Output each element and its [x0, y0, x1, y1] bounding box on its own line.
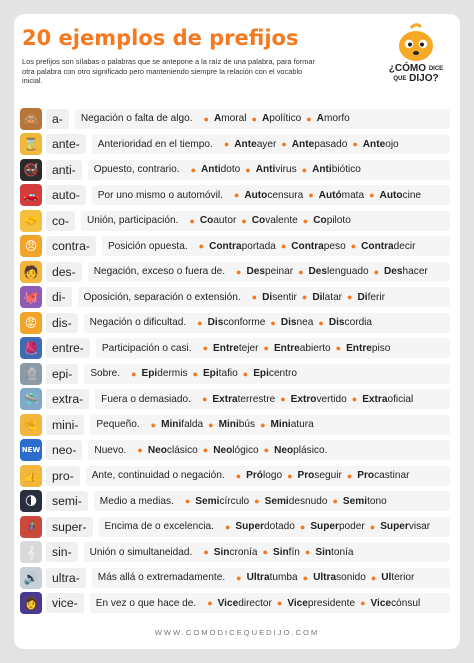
prefix-description: [84, 542, 450, 562]
prefix-label: ante-: [46, 134, 86, 154]
bullet-icon: ●: [236, 266, 242, 277]
prefix-description: [92, 568, 450, 588]
prefix-row: [20, 132, 450, 158]
bullet-icon: ●: [201, 394, 208, 405]
example-word: Epidermis: [141, 368, 188, 380]
bullet-icon: ●: [318, 317, 324, 328]
bullet-icon: ●: [270, 317, 276, 328]
example-word: Autocine: [379, 189, 422, 201]
example-word: Neológico: [213, 444, 259, 456]
prefix-label: sin-: [46, 542, 78, 562]
prefix-meaning: Fuera o demasiado.: [101, 393, 191, 405]
thumbs-up-icon: 👍: [20, 465, 42, 487]
bullet-icon: ●: [370, 572, 377, 583]
bullet-icon: ●: [203, 113, 209, 124]
prefix-meaning: Encima de o excelencia.: [104, 521, 214, 533]
example-word: Contraportada: [209, 240, 276, 252]
bullet-icon: ●: [350, 241, 357, 252]
pinching-hand-icon: 🤏: [20, 414, 42, 436]
prefix-label: dis-: [46, 313, 78, 333]
bullet-icon: ●: [223, 139, 230, 150]
prefix-row: [20, 285, 450, 311]
prefix-description: [81, 211, 450, 231]
bullet-icon: ●: [302, 215, 309, 226]
bullet-icon: ●: [208, 419, 214, 430]
prefix-description: [90, 593, 450, 613]
prefix-meaning: Medio a medias.: [99, 495, 174, 507]
example-word: Minifalda: [161, 419, 204, 431]
example-word: Prólogo: [246, 470, 283, 482]
example-word: Contradecir: [361, 240, 416, 252]
bullet-icon: ●: [308, 190, 314, 201]
prefix-description: [96, 338, 450, 358]
bullet-icon: ●: [236, 572, 242, 583]
prefix-meaning: Anterioridad en el tiempo.: [97, 138, 213, 150]
prefix-meaning: Sobre.: [90, 368, 121, 380]
prefix-description: [84, 364, 450, 384]
bullet-icon: ●: [332, 496, 338, 507]
see-no-evil-monkey-icon: 🙈: [20, 108, 42, 130]
bullet-icon: ●: [352, 139, 358, 150]
example-word: Despeinar: [246, 266, 294, 278]
example-word: Proseguir: [297, 470, 342, 482]
bullet-icon: ●: [202, 343, 209, 354]
example-word: Coautor: [199, 215, 237, 227]
bullet-icon: ●: [301, 292, 308, 303]
example-word: Vicepresidente: [287, 597, 356, 609]
prefix-description: [75, 109, 450, 129]
prefix-label: vice-: [46, 593, 84, 613]
prefix-row: [20, 438, 450, 464]
bullet-icon: ●: [280, 241, 287, 252]
prefix-row: [20, 310, 450, 336]
prefix-row: [20, 336, 450, 362]
musical-score-icon: 𝄞: [20, 541, 42, 563]
prefix-row: [20, 540, 450, 566]
prefix-label: epi-: [46, 364, 78, 384]
prefix-meaning: Por uno mismo o automóvil.: [97, 189, 223, 201]
prefix-row: [20, 208, 450, 234]
prefix-description: [84, 313, 450, 333]
prefix-description: [102, 236, 450, 256]
logo-face-icon: [397, 22, 435, 62]
bullet-icon: ●: [280, 394, 286, 405]
superhero-icon: 🦸: [20, 516, 42, 538]
bullet-icon: ●: [242, 368, 249, 379]
prefix-row: [20, 259, 450, 285]
prefix-meaning: En vez o que hace de.: [95, 597, 197, 609]
prefix-description: [78, 287, 450, 307]
speaker-icon: 🔊: [20, 567, 42, 589]
prefix-row: [20, 106, 450, 132]
prefix-label: pro-: [46, 466, 80, 486]
bullet-icon: ●: [346, 470, 353, 481]
yarn-icon: 🧶: [20, 337, 42, 359]
prefix-row: [20, 387, 450, 413]
example-word: Anteayer: [234, 138, 277, 150]
bullet-icon: ●: [262, 547, 268, 558]
prefix-list: [20, 106, 450, 616]
bullet-icon: ●: [189, 215, 195, 226]
example-word: Semicírculo: [195, 495, 250, 507]
example-word: Neoclásico: [147, 444, 198, 456]
hourglass-icon: ⌛: [20, 133, 42, 155]
example-word: Procastinar: [357, 470, 410, 482]
bullet-icon: ●: [198, 241, 205, 252]
example-word: Miniatura: [270, 419, 314, 431]
prefix-label: extra-: [46, 389, 89, 409]
prefix-row: [20, 591, 450, 617]
car-icon: 🚗: [20, 184, 42, 206]
prefix-row: [20, 234, 450, 260]
prefix-label: entre-: [46, 338, 90, 358]
bullet-icon: ●: [335, 343, 342, 354]
intro-text: Los prefijos son sílabas o palabras que se antepone a la raíz de una palabra, para formar otra palabra con otro significado pero manteniendo siempre la relación con el vocablo inicial.: [22, 57, 315, 86]
bullet-icon: ●: [373, 266, 380, 277]
example-word: Disnea: [280, 317, 314, 329]
bullet-icon: ●: [360, 598, 366, 609]
prefix-meaning: Oposición, separación o extensión.: [83, 291, 241, 303]
example-word: Sincronía: [213, 546, 258, 558]
prefix-label: anti-: [46, 160, 82, 180]
example-word: Autocensura: [244, 189, 304, 201]
prefix-row: [20, 183, 450, 209]
prefix-row: [20, 361, 450, 387]
prefix-row: [20, 565, 450, 591]
pouting-face-icon: 😡: [20, 312, 42, 334]
bullet-icon: ●: [245, 164, 251, 175]
example-word: Vicecónsul: [370, 597, 421, 609]
prefix-description: [95, 389, 450, 409]
bullet-icon: ●: [369, 521, 376, 532]
prefix-row: [20, 463, 450, 489]
prefix-description: [88, 440, 450, 460]
example-word: Deshacer: [384, 266, 428, 278]
bullet-icon: ●: [233, 190, 240, 201]
example-word: Ultrasonido: [313, 572, 366, 584]
bullet-icon: ●: [190, 164, 196, 175]
example-word: Dilatar: [312, 291, 343, 303]
headstone-icon: 🪦: [20, 363, 42, 385]
example-word: Superdotado: [235, 521, 295, 533]
prefix-label: ultra-: [46, 568, 86, 588]
example-word: Epicentro: [253, 368, 297, 380]
example-word: Anteojo: [362, 138, 399, 150]
bullet-icon: ●: [254, 496, 260, 507]
prefix-row: [20, 489, 450, 515]
prefix-label: semi-: [46, 491, 88, 511]
bullet-icon: ●: [207, 598, 213, 609]
person-icon: 🧑: [20, 261, 42, 283]
example-word: Semitono: [342, 495, 387, 507]
bullet-icon: ●: [287, 470, 293, 481]
office-worker-icon: 👩: [20, 592, 42, 614]
flying-saucer-icon: 🛸: [20, 388, 42, 410]
example-word: Deslenguado: [308, 266, 369, 278]
prefix-meaning: Pequeño.: [96, 419, 140, 431]
example-word: Disentir: [262, 291, 297, 303]
bullet-icon: ●: [235, 470, 242, 481]
prefix-description: [90, 415, 450, 435]
bullet-icon: ●: [306, 113, 312, 124]
prefix-meaning: Ante, continuidad o negación.: [91, 470, 225, 482]
example-word: Superpoder: [310, 521, 365, 533]
bullet-icon: ●: [224, 521, 231, 532]
example-word: Covalente: [251, 215, 298, 227]
example-word: Neoplásico.: [274, 444, 328, 456]
example-word: Ultratumba: [246, 572, 298, 584]
example-word: Copiloto: [313, 215, 351, 227]
prefix-row: [20, 157, 450, 183]
prefix-meaning: Unión o simultaneidad.: [89, 546, 193, 558]
example-word: Antibiótico: [312, 164, 361, 176]
prefix-row: [20, 412, 450, 438]
no-smoking-icon: 🚭: [20, 159, 42, 181]
bullet-icon: ●: [131, 368, 137, 379]
logo[interactable]: [386, 22, 446, 94]
bullet-icon: ●: [302, 572, 309, 583]
example-word: Antidoto: [201, 164, 241, 176]
prefix-meaning: Negación o dificultad.: [89, 317, 187, 329]
prefix-description: [94, 491, 450, 511]
prefix-meaning: Nuevo.: [94, 444, 127, 456]
bullet-icon: ●: [203, 547, 209, 558]
prefix-description: [92, 185, 450, 205]
example-word: Semidesnudo: [264, 495, 328, 507]
angry-face-icon: 😠: [20, 235, 42, 257]
bullet-icon: ●: [369, 190, 375, 201]
prefix-label: auto-: [46, 185, 86, 205]
example-word: Epitafio: [202, 368, 238, 380]
bullet-icon: ●: [281, 139, 287, 150]
prefix-description: [92, 134, 450, 154]
bullet-icon: ●: [192, 368, 198, 379]
example-word: Ulterior: [381, 572, 415, 584]
bullet-icon: ●: [251, 292, 258, 303]
prefix-description: [86, 466, 450, 486]
bullet-icon: ●: [351, 394, 358, 405]
prefix-meaning: Negación o falta de algo.: [80, 113, 193, 125]
bullet-icon: ●: [137, 445, 143, 456]
prefix-label: mini-: [46, 415, 84, 435]
example-word: Antivirus: [255, 164, 297, 176]
example-word: Sintonía: [315, 546, 354, 558]
bullet-icon: ●: [298, 266, 304, 277]
prefix-label: des-: [46, 262, 82, 282]
half-moon-icon: 🌗: [20, 490, 42, 512]
bullet-icon: ●: [304, 547, 311, 558]
prefix-meaning: Unión, participación.: [86, 215, 179, 227]
example-word: Extraoficial: [362, 393, 414, 405]
example-word: Amorfo: [316, 113, 350, 125]
prefix-row: [20, 514, 450, 540]
example-word: Extrovertido: [290, 393, 347, 405]
example-word: Entrepiso: [346, 342, 391, 354]
bullet-icon: ●: [150, 419, 157, 430]
prefix-label: a-: [46, 109, 69, 129]
example-word: Apolítico: [261, 113, 302, 125]
bullet-icon: ●: [184, 496, 191, 507]
prefix-meaning: Negación, exceso o fuera de.: [93, 266, 226, 278]
prefix-description: [99, 517, 450, 537]
prefix-description: [88, 262, 450, 282]
prefix-label: di-: [46, 287, 72, 307]
new-badge-icon: NEW: [20, 439, 42, 461]
example-word: Entretejer: [213, 342, 259, 354]
bullet-icon: ●: [260, 419, 266, 430]
prefix-meaning: Posición opuesta.: [107, 240, 188, 252]
example-word: Entreabierto: [273, 342, 331, 354]
bullet-icon: ●: [347, 292, 353, 303]
prefix-meaning: Participación o casi.: [101, 342, 192, 354]
prefix-label: super-: [46, 517, 93, 537]
bullet-icon: ●: [197, 317, 203, 328]
example-word: Contrapeso: [291, 240, 346, 252]
example-word: Minibús: [218, 419, 256, 431]
bullet-icon: ●: [263, 445, 270, 456]
page-title: 20 ejemplos de prefijos: [22, 26, 299, 50]
bullet-icon: ●: [241, 215, 247, 226]
bullet-icon: ●: [299, 521, 306, 532]
bullet-icon: ●: [251, 113, 257, 124]
prefix-meaning: Más allá o extremadamente.: [97, 572, 226, 584]
example-word: Disconforme: [207, 317, 266, 329]
example-word: Autómata: [318, 189, 365, 201]
octopus-icon: 🐙: [20, 286, 42, 308]
bullet-icon: ●: [276, 598, 283, 609]
example-word: Vicedirector: [217, 597, 272, 609]
example-word: Discordia: [328, 317, 373, 329]
bullet-icon: ●: [263, 343, 269, 354]
example-word: Amoral: [213, 113, 247, 125]
bullet-icon: ●: [202, 445, 209, 456]
bullet-icon: ●: [301, 164, 308, 175]
prefix-meaning: Opuesto, contrario.: [93, 164, 180, 176]
prefix-description: [88, 160, 450, 180]
example-word: Antepasado: [291, 138, 348, 150]
example-word: Diferir: [357, 291, 385, 303]
prefix-label: neo-: [46, 440, 82, 460]
example-word: Extraterrestre: [212, 393, 276, 405]
prefix-label: co-: [46, 211, 75, 231]
handshake-icon: 🤝: [20, 210, 42, 232]
prefix-label: contra-: [46, 236, 96, 256]
footer-url[interactable]: WWW.COMODICEQUEDIJO.COM: [154, 628, 320, 637]
example-word: Sinfín: [272, 546, 300, 558]
logo-text: ¿CÓMO DICE QUE DIJO?: [388, 63, 444, 84]
example-word: Supervisar: [380, 521, 431, 533]
